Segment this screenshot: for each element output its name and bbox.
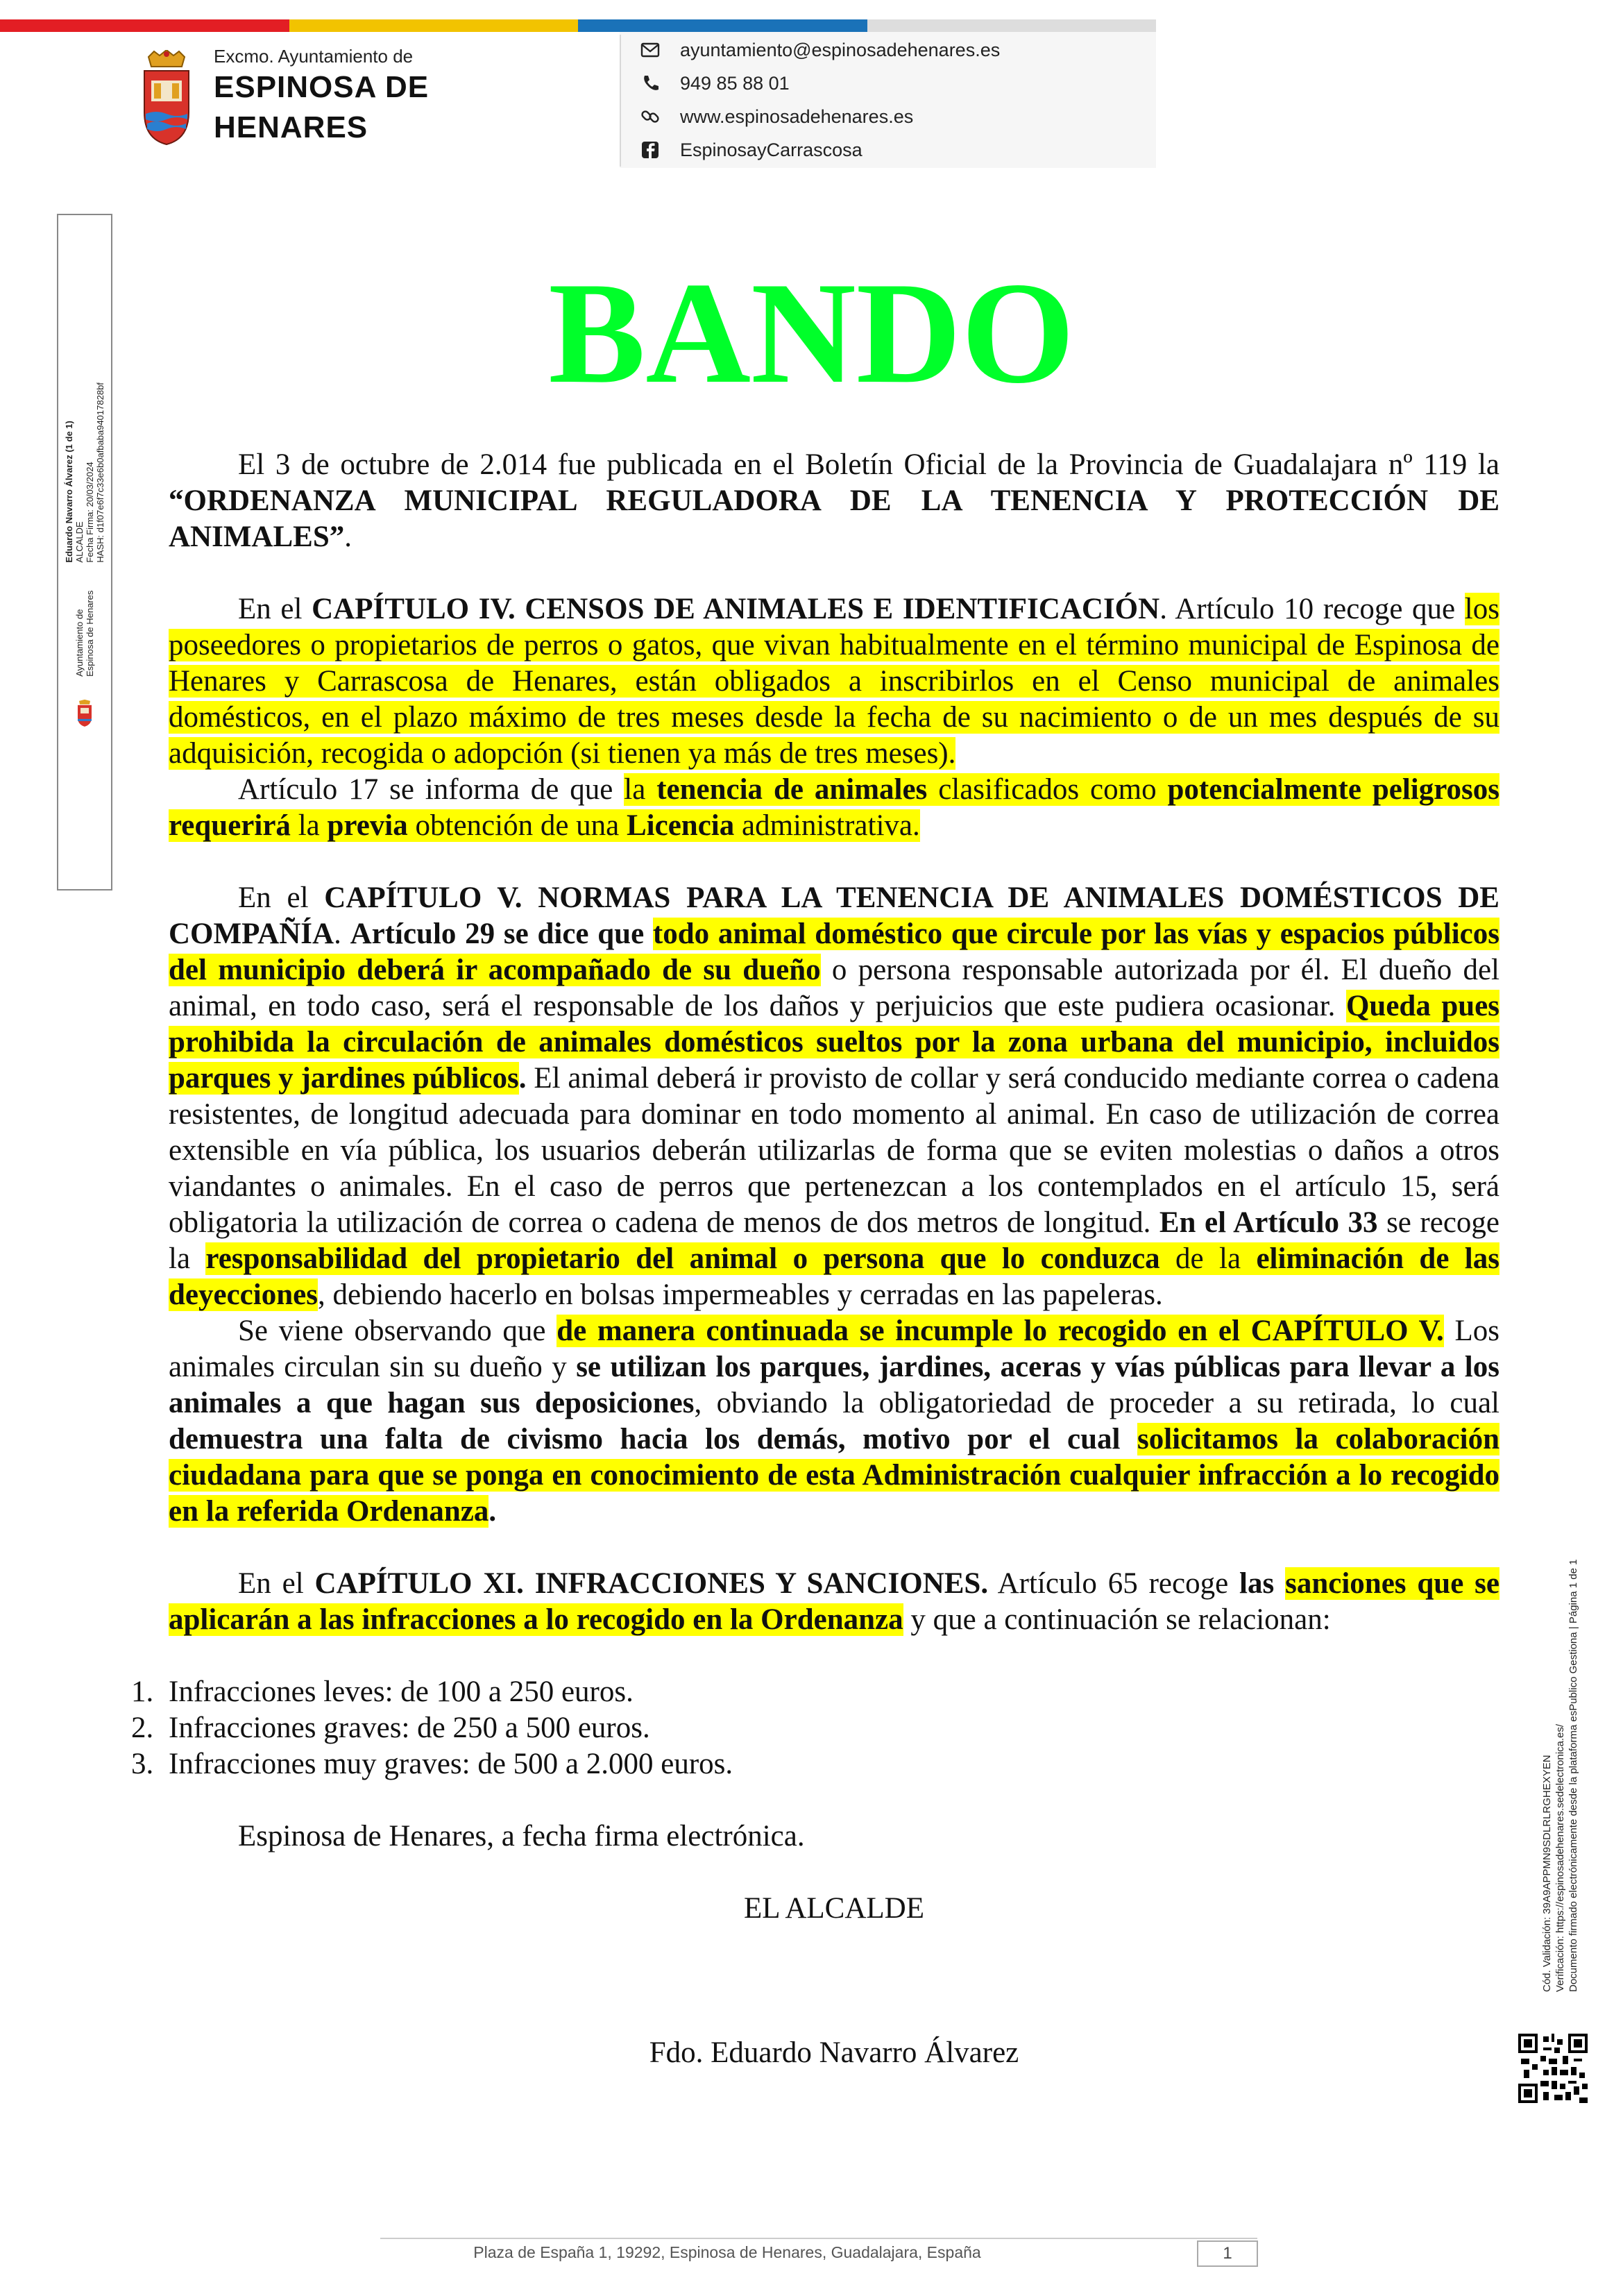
page-number: 1 xyxy=(1197,2240,1258,2267)
color-stripe xyxy=(0,19,1156,32)
p1-text: El 3 de octubre de 2.014 fue publicada en el Boletín Oficial de la Provincia de Guadalajara nº 119 la xyxy=(238,448,1499,481)
p2-text: En el xyxy=(238,593,312,625)
signer-name: Fdo. Eduardo Navarro Álvarez xyxy=(649,2036,1019,2069)
p4-text-4: se recoge la xyxy=(169,1206,1499,1275)
p5-bold-1: se utilizan los parques, jardines, aceras y vías públicas para llevar a los animales a que hagan sus deposiciones xyxy=(169,1351,1499,1419)
header-divider xyxy=(620,35,621,167)
p3-hl-1: la xyxy=(624,773,657,806)
p6-hl-bold: sanciones que se aplicarán a las infracciones a lo recogido en la Ordenanza xyxy=(169,1567,1499,1636)
p5-hl-bold-1: de manera continuada se incumple lo recogido en el CAPÍTULO V. xyxy=(556,1315,1444,1347)
footer-divider xyxy=(380,2238,1257,2239)
p4-text-2: o persona responsable autorizada por él. El dueño del animal, en todo caso, será el responsable de los daños y perjuicios que este pudiera ocasionar. xyxy=(169,954,1499,1022)
list-item-number: 3. xyxy=(131,1748,154,1780)
p4-article-29: Artículo 29 se dice que xyxy=(350,918,653,950)
list-item xyxy=(131,1746,1499,1782)
contact-email[interactable] xyxy=(640,33,1000,67)
list-item-text: Infracciones graves: de 250 a 500 euros. xyxy=(169,1712,650,1744)
p1-end: . xyxy=(344,521,352,553)
p2-chapter: CAPÍTULO IV. CENSOS DE ANIMALES E IDENTIFICACIÓN xyxy=(312,593,1160,625)
list-item-number: 2. xyxy=(131,1712,154,1744)
contact-facebook-text: EspinosayCarrascosa xyxy=(680,139,863,160)
qr-code-icon[interactable] xyxy=(1518,2034,1588,2103)
p4-hl-bold-1: todo animal doméstico que circule por las vías y espacios públicos del municipio deberá ir acompañado de su dueño xyxy=(169,918,1499,986)
stamp-org-line1: Ayuntamiento de xyxy=(74,609,85,677)
list-item-text: Infracciones muy graves: de 500 a 2.000 euros. xyxy=(169,1748,733,1780)
spacer xyxy=(169,1999,1499,2035)
contact-web[interactable] xyxy=(640,100,1000,133)
p4-sep: . xyxy=(334,918,350,950)
spacer xyxy=(169,1530,1499,1566)
list-item-text: Infracciones leves: de 100 a 250 euros. xyxy=(169,1675,634,1708)
paragraph-observation xyxy=(169,1313,1499,1530)
paragraph-chapter-v xyxy=(169,880,1499,1313)
contact-phone-text: 949 85 88 01 xyxy=(680,72,790,94)
spacer xyxy=(169,1927,1499,1963)
p6-bold: las xyxy=(1239,1567,1286,1600)
p3-hl-4: obtención de una xyxy=(407,809,627,842)
p6-chapter: CAPÍTULO XI. INFRACCIONES Y SANCIONES. xyxy=(314,1567,989,1600)
p6-text-2: Artículo 65 recoge xyxy=(988,1567,1240,1600)
list-item xyxy=(131,1710,1499,1746)
list-item xyxy=(131,1674,1499,1710)
paragraph-chapter-iv xyxy=(169,591,1499,772)
p2-text-2: . Artículo 10 recoge que xyxy=(1159,593,1465,625)
org-name-line1: ESPINOSA DE xyxy=(214,70,430,104)
org-name xyxy=(214,42,429,148)
document-title: BANDO xyxy=(548,253,1075,414)
spacer xyxy=(169,1638,1499,1674)
p5-bold-2: demuestra una falta de civismo hacia los demás, motivo por el cual xyxy=(169,1423,1137,1455)
stripe-grey xyxy=(867,19,1157,32)
p3-hl-bold-3: previa xyxy=(327,809,408,842)
list-item-number: 1. xyxy=(131,1675,154,1708)
verification-url[interactable]: Verificación: https://espinosadehenares.sedelectronica.es/ xyxy=(1554,1723,1566,1992)
p3-hl-3: la xyxy=(290,809,328,842)
envelope-icon xyxy=(640,40,661,60)
p5-text-3: , obviando la obligatoriedad de proceder a su retirada, lo cual xyxy=(694,1387,1499,1419)
p4-hl-bold-3: responsabilidad del propietario del animal o persona que lo conduzca xyxy=(205,1242,1160,1275)
p6-text: En el xyxy=(238,1567,315,1600)
paragraph-chapter-xi xyxy=(169,1566,1499,1638)
phone-icon xyxy=(640,73,661,94)
p5-dot: . xyxy=(488,1495,497,1528)
footer-address: Plaza de España 1, 19292, Espinosa de Henares, Guadalajara, España xyxy=(473,2243,981,2261)
verification-text xyxy=(1540,1560,1580,1992)
stamp-org xyxy=(74,590,95,676)
document-body xyxy=(131,447,1500,2071)
stamp-date: Fecha Firma: 20/03/2024 xyxy=(85,461,95,563)
stamp-role: ALCALDE xyxy=(74,521,85,563)
p4-text-3: El animal deberá ir provisto de collar y será conducido mediante correa o cadena resistentes, de longitud adecuada para dominar en todo momento al animal. En caso de utilización de correa extensible en vía pública, los usuarios deberán utilizarlas de forma que se eviten molestias o daños a otros viandantes o animales. En el caso de perros que pertenezcan a los contemplados en el artículo 15, será obligatoria la utilización de correa o cadena de menos de dos metros de longitud. xyxy=(169,1062,1499,1239)
stamp-crest-icon xyxy=(76,699,94,727)
p5-hl-bold-2: solicitamos la colaboración ciudadana para que se ponga en conocimiento de esta Administración cualquier infracción a lo recogido en la referida Ordenanza xyxy=(169,1423,1500,1528)
stripe-blue xyxy=(578,19,867,32)
closing-line: Espinosa de Henares, a fecha firma electrónica. xyxy=(238,1820,805,1852)
p5-text: Se viene observando que xyxy=(238,1315,557,1347)
contact-facebook[interactable] xyxy=(640,133,1000,167)
p3-hl-5: administrativa. xyxy=(734,809,920,842)
link-icon xyxy=(640,106,661,127)
p3-hl-bold-1: tenencia de animales xyxy=(656,773,928,806)
letterhead xyxy=(139,42,472,167)
p4-hl-bold-2: Queda pues prohibida la circulación de animales domésticos sueltos por la zona urbana del municipio, incluidos parques y jardines públicos xyxy=(169,990,1499,1095)
p4-text-5: , debiendo hacerlo en bolsas impermeables y cerradas en las papeleras. xyxy=(317,1278,1163,1311)
verification-platform: Documento firmado electrónicamente desde la plataforma esPublico Gestiona | Página 1 de 1 xyxy=(1567,1559,1579,1992)
spacer xyxy=(169,844,1499,880)
p4-hl-bold-5: eliminación de las deyecciones xyxy=(169,1242,1499,1311)
stamp-text xyxy=(64,382,105,723)
contact-web-text: www.espinosadehenares.es xyxy=(680,105,914,127)
p6-text-3: y que a continuación se relacionan: xyxy=(903,1603,1331,1636)
stamp-hash: HASH: d1f07e6f7c33e6b0afbaba94017828bf xyxy=(95,382,105,563)
stamp-signer: Eduardo Navarro Álvarez (1 de 1) xyxy=(64,420,74,563)
p3-text: Artículo 17 se informa de que xyxy=(238,773,624,806)
p4-chapter: CAPÍTULO V. NORMAS PARA LA TENENCIA DE ANIMALES DOMÉSTICOS DE COMPAÑÍA xyxy=(169,881,1499,950)
contact-phone[interactable] xyxy=(640,67,1000,100)
p2-highlight: los poseedores o propietarios de perros o gatos, que vivan habitualmente en el término municipal de Espinosa de Henares y Carrascosa de Henares, están obligados a inscribirlos en el Censo municipal de animales domésticos, en el plazo máximo de tres meses desde la fecha de su nacimiento o de un mes después de su adquisición, recogida o adopción (si tienen ya más de tres meses). xyxy=(169,593,1499,770)
verification-code: Cód. Validación: 39A9APPMN9SDLRLRGHEXYEN xyxy=(1541,1755,1553,1992)
spacer xyxy=(169,1963,1499,1999)
spacer xyxy=(169,1855,1499,1891)
stripe-yellow xyxy=(289,19,579,32)
paragraph-article-17 xyxy=(169,772,1499,844)
p3-hl-bold-2: potencialmente peligrosos requerirá xyxy=(169,773,1499,842)
p4-dot: . xyxy=(518,1062,527,1095)
spacer xyxy=(169,1782,1499,1818)
org-name-line2: HENARES xyxy=(214,110,368,144)
p4-text: En el xyxy=(238,881,325,914)
p3-hl-2: clasificados como xyxy=(927,773,1168,806)
facebook-icon xyxy=(640,140,661,160)
stamp-org-line2: Espinosa de Henares xyxy=(85,590,95,677)
spacer xyxy=(169,555,1499,591)
contact-email-text: ayuntamiento@espinosadehenares.es xyxy=(680,39,1001,60)
paragraph-intro xyxy=(169,447,1499,555)
p5-text-2: Los animales circulan sin su dueño y xyxy=(169,1315,1500,1383)
sanctions-list xyxy=(131,1674,1499,1782)
p4-article-33: En el Artículo 33 xyxy=(1159,1206,1378,1239)
p1-ordinance-name: “ORDENANZA MUNICIPAL REGULADORA DE LA TENENCIA Y PROTECCIÓN DE ANIMALES” xyxy=(169,484,1499,553)
contact-block xyxy=(640,33,1000,167)
p4-hl-4: de la xyxy=(1159,1242,1257,1275)
p3-hl-bold-4: Licencia xyxy=(627,809,735,842)
signer-role: EL ALCALDE xyxy=(744,1892,924,1925)
stripe-red xyxy=(0,19,289,32)
org-name-prefix: Excmo. Ayuntamiento de xyxy=(214,46,414,67)
crest-icon xyxy=(139,50,194,147)
